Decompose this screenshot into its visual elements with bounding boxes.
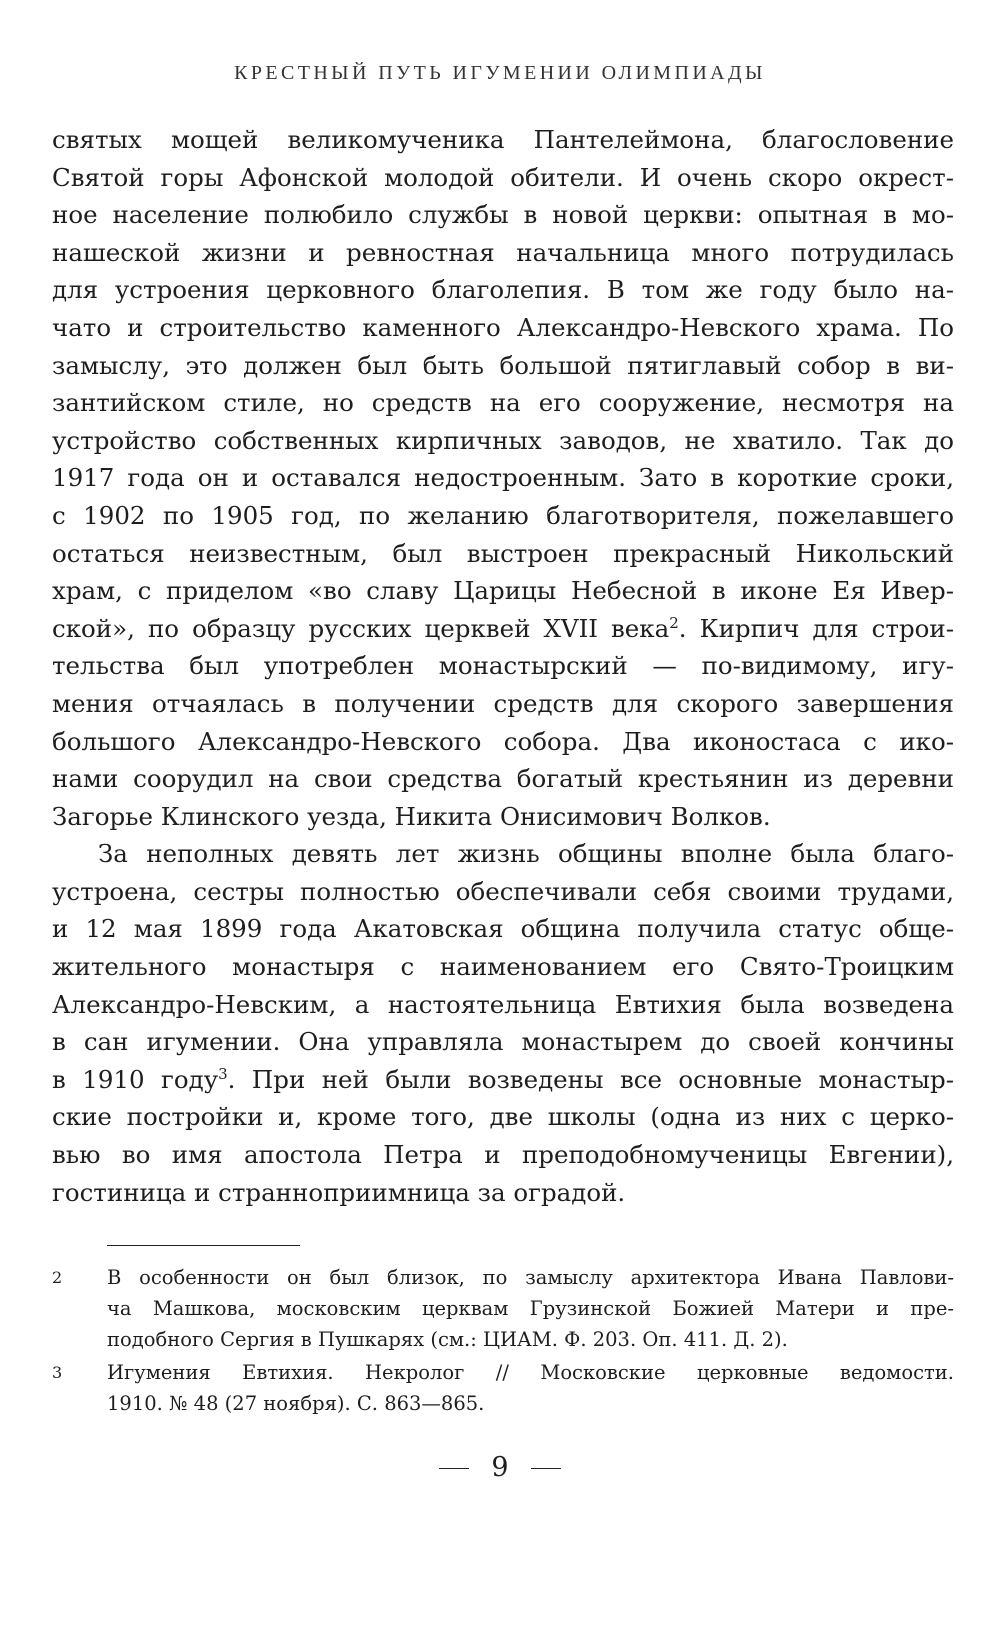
text-line: зантийском стиле, но средств на его сооружение, несмотря на — [52, 388, 954, 418]
text-line: 1917 года он и оставался недостроенным. Зато в короткие сроки, — [52, 463, 954, 493]
text-line: большого Александро-Невского собора. Два иконостаса с ико- — [52, 726, 954, 756]
text-line: вью во имя апостола Петра и преподобномученицы Евгении), — [52, 1140, 954, 1170]
page-number: 9 — [491, 1452, 509, 1483]
footnote-line: Игумения Евтихия. Некролог // Московские церковные ведомости. — [107, 1361, 954, 1384]
footnotes — [52, 1262, 954, 1421]
text-line: Александро-Невским, а настоятельница Евтихия была возведена — [52, 989, 954, 1019]
text-line: замыслу, это должен был быть большой пятиглавый собор в ви- — [52, 350, 954, 380]
text-segment: в 1910 году — [52, 1064, 219, 1094]
text-line: мения отчаялась в получении средств для скорого завершения — [52, 688, 954, 718]
footnote-line: ча Машкова, московским церквам Грузинской Божией Матери и пре- — [107, 1297, 954, 1320]
text-line: для устроения церковного благолепия. В том же году было на- — [52, 275, 954, 305]
text-line: нами соорудил на свои средства богатый крестьянин из деревни — [52, 764, 954, 794]
text-line: чато и строительство каменного Александро-Невского храма. По — [52, 312, 954, 342]
paragraph — [52, 835, 954, 1211]
footnote — [52, 1357, 954, 1419]
text-line: устройство собственных кирпичных заводов, не хватило. Так до — [52, 425, 954, 455]
text-line: храм, с приделом «во славу Царицы Небесной в иконе Ея Ивер- — [52, 576, 954, 606]
paragraph — [52, 121, 954, 835]
body-text — [52, 121, 954, 1211]
text-line: ное население полюбило службы в новой церкви: опытная в мо- — [52, 200, 954, 230]
folio-dash-right — [531, 1468, 561, 1469]
text-line: с 1902 по 1905 год, по желанию благотворителя, пожелавшего — [52, 500, 954, 530]
text-line: святых мощей великомученика Пантелеймона, благословение — [52, 125, 954, 154]
text-segment: . При ней были возведены все основные монастыр- — [227, 1064, 954, 1094]
footnote-ref[interactable]: 3 — [218, 1064, 228, 1083]
text-line: Святой горы Афонской молодой обители. И очень скоро окрест- — [52, 162, 954, 192]
text-line: нашеской жизни и ревностная начальница много потрудилась — [52, 237, 954, 267]
text-line: жительного монастыря с наименованием его Свято-Троицким — [52, 952, 954, 982]
footnote-line: 1910. № 48 (27 ноября). С. 863—865. — [107, 1392, 485, 1415]
text-line — [52, 610, 954, 648]
footnote-number: 3 — [52, 1363, 63, 1382]
footnote-ref[interactable]: 2 — [669, 613, 679, 632]
footnote-number: 2 — [52, 1268, 63, 1287]
text-line: и 12 мая 1899 года Акатовская община получила статус обще- — [52, 914, 954, 944]
running-head: КРЕСТНЫЙ ПУТЬ ИГУМЕНИИ ОЛИМПИАДЫ — [234, 62, 766, 84]
text-line: ские постройки и, кроме того, две школы (одна из них с церко- — [52, 1102, 954, 1132]
folio-dash-left — [439, 1468, 469, 1469]
text-segment: . Кирпич для строи- — [678, 613, 954, 643]
footnote-line: В особенности он был близок, по замыслу архитектора Ивана Павлови- — [107, 1266, 954, 1289]
text-line: тельства был употреблен монастырский — по-видимому, игу- — [52, 651, 954, 681]
text-line: гостиница и странноприимница за оградой. — [52, 1177, 626, 1207]
footnote — [52, 1262, 954, 1355]
text-line: остаться неизвестным, был выстроен прекрасный Никольский — [52, 538, 954, 568]
text-segment: ской», по образцу русских церквей XVII века — [52, 613, 670, 643]
text-line: Загорье Клинского уезда, Никита Онисимович Волков. — [52, 801, 771, 831]
footnote-divider — [107, 1245, 300, 1246]
text-line: устроена, сестры полностью обеспечивали себя своими трудами, — [52, 876, 954, 906]
text-line: За неполных девять лет жизнь общины вполне была благо- — [98, 839, 954, 869]
footnote-line: подобного Сергия в Пушкарях (см.: ЦИАМ. Ф. 203. Оп. 411. Д. 2). — [107, 1328, 788, 1351]
page-footer — [0, 1452, 1000, 1483]
text-line: в сан игумении. Она управляла монастырем до своей кончины — [52, 1027, 954, 1057]
text-line — [52, 1061, 954, 1099]
